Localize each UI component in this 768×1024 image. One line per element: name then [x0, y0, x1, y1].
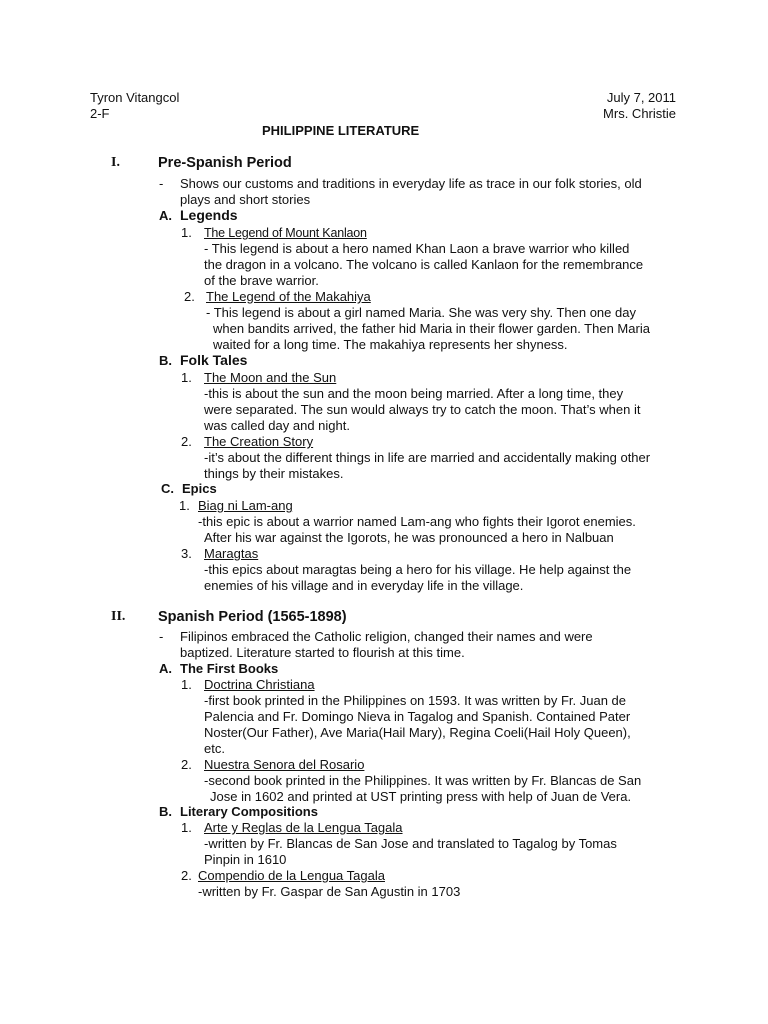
item-title: Nuestra Senora del Rosario	[204, 757, 365, 772]
item-text-line: of the brave warrior.	[204, 273, 319, 288]
item-text-line: -written by Fr. Gaspar de San Agustin in 1703	[198, 884, 461, 899]
class-section: 2-F	[90, 106, 110, 121]
item-text-line: -this epics about maragtas being a hero for his village. He help against the	[204, 562, 632, 577]
subsection-title-folk-tales: Folk Tales	[180, 352, 248, 368]
author-name: Tyron Vitangcol	[90, 90, 180, 105]
section-2-numeral: II.	[111, 609, 126, 624]
document-date: July 7, 2011	[606, 90, 676, 105]
item-title: Maragtas	[204, 546, 259, 561]
subsection-title-first-books: The First Books	[180, 661, 279, 676]
subsection-letter: B.	[159, 804, 172, 819]
item-text-line: Jose in 1602 and printed at UST printing press with help of Juan de Vera.	[210, 789, 632, 804]
subsection-letter: A.	[159, 661, 172, 676]
teacher-name: Mrs. Christie	[603, 106, 676, 121]
section-2-dash: -	[159, 629, 164, 644]
item-number: 1.	[181, 820, 192, 835]
item-text-line: After his war against the Igorots, he was pronounced a hero in Nalbuan	[204, 530, 614, 545]
item-text-line: Pinpin in 1610	[204, 852, 287, 867]
section-1-intro-line: plays and short stories	[180, 192, 311, 207]
section-2-intro-line: baptized. Literature started to flourish at this time.	[180, 645, 465, 660]
item-text-line: -this is about the sun and the moon being married. After a long time, they	[204, 386, 624, 401]
item-text-line: the dragon in a volcano. The volcano is called Kanlaon for the remembrance	[204, 257, 644, 272]
subsection-letter: A.	[159, 208, 172, 223]
item-title: The Creation Story	[204, 434, 314, 449]
subsection-title-epics: Epics	[182, 481, 217, 496]
section-1-intro-line: Shows our customs and traditions in everyday life as trace in our folk stories, old	[180, 176, 642, 191]
item-title: The Legend of Mount Kanlaon	[204, 226, 367, 240]
item-text-line: -first book printed in the Philippines on 1593. It was written by Fr. Juan de	[204, 693, 627, 708]
item-number: 1.	[181, 225, 192, 240]
item-text-line: - This legend is about a hero named Khan Laon a brave warrior who killed	[204, 241, 630, 256]
item-number: 2.	[181, 868, 192, 883]
item-title: Biag ni Lam-ang	[198, 498, 293, 513]
item-number: 1.	[181, 370, 192, 385]
item-text-line: - This legend is about a girl named Maria. She was very shy. Then one day	[206, 305, 636, 320]
section-1-dash: -	[159, 176, 164, 191]
item-title: Compendio de la Lengua Tagala	[198, 868, 385, 883]
section-1-numeral: I.	[111, 155, 120, 170]
item-text-line: -it’s about the different things in life are married and accidentally making other	[204, 450, 651, 465]
item-title: Doctrina Christiana	[204, 677, 315, 692]
section-1-title: Pre-Spanish Period	[158, 155, 292, 171]
item-number: 2.	[181, 757, 192, 772]
item-text-line: enemies of his village and in everyday life in the village.	[204, 578, 524, 593]
item-text-line: things by their mistakes.	[204, 466, 344, 481]
section-2-intro-line: Filipinos embraced the Catholic religion, changed their names and were	[180, 629, 593, 644]
item-text-line: were separated. The sun would always try to catch the moon. That’s when it	[204, 402, 641, 417]
item-number: 3.	[181, 546, 192, 561]
item-text-line: waited for a long time. The makahiya represents her shyness.	[213, 337, 568, 352]
item-text-line: etc.	[204, 741, 225, 756]
item-text-line: was called day and night.	[204, 418, 350, 433]
item-text-line: when bandits arrived, the father hid Maria in their flower garden. Then Maria	[213, 321, 650, 336]
item-text-line: -written by Fr. Blancas de San Jose and translated to Tagalog by Tomas	[204, 836, 617, 851]
item-title: The Moon and the Sun	[204, 370, 337, 385]
item-text-line: Palencia and Fr. Domingo Nieva in Tagalog and Spanish. Contained Pater	[204, 709, 631, 724]
subsection-title-literary-compositions: Literary Compositions	[180, 804, 318, 819]
subsection-letter: C.	[161, 481, 174, 496]
subsection-letter: B.	[159, 353, 172, 368]
subsection-title-legends: Legends	[180, 207, 238, 223]
item-number: 1.	[181, 677, 192, 692]
item-number: 1.	[179, 498, 190, 513]
document-title: PHILIPPINE LITERATURE	[262, 123, 420, 138]
item-number: 2.	[181, 434, 192, 449]
item-text-line: -second book printed in the Philippines. It was written by Fr. Blancas de San	[204, 773, 642, 788]
item-text-line: Noster(Our Father), Ave Maria(Hail Mary), Regina Coeli(Hail Holy Queen),	[204, 725, 631, 740]
item-number: 2.	[184, 289, 195, 304]
item-text-line: -this epic is about a warrior named Lam-ang who fights their Igorot enemies.	[198, 514, 636, 529]
item-title: Arte y Reglas de la Lengua Tagala	[204, 820, 403, 835]
item-title: The Legend of the Makahiya	[206, 289, 371, 304]
section-2-title: Spanish Period (1565-1898)	[158, 609, 347, 625]
